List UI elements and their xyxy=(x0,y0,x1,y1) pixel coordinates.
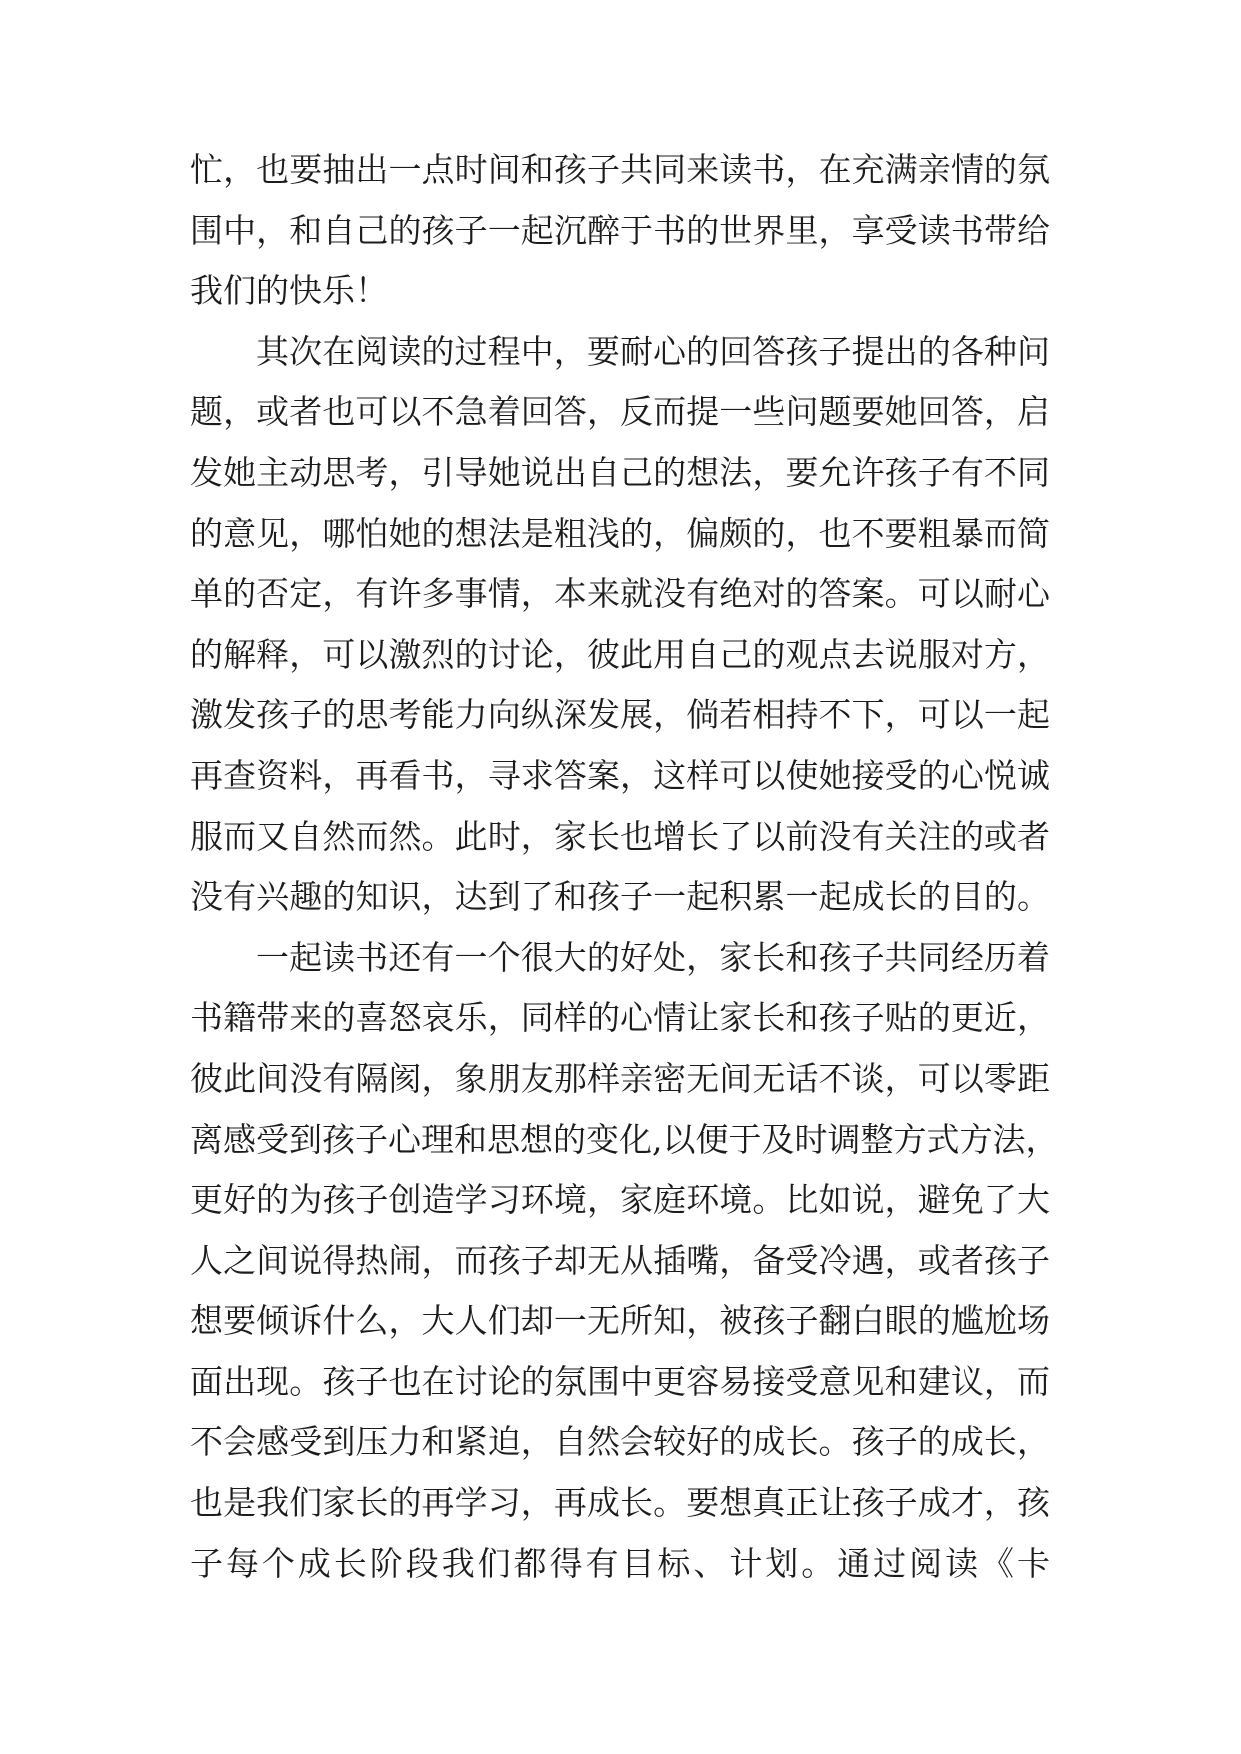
text-line: 单的否定，有许多事情，本来就没有绝对的答案。可以耐心 xyxy=(190,574,1050,614)
text-line: 离感受到孩子心理和思想的变化,以便于及时调整方式方法， xyxy=(190,1119,1059,1159)
text-line: 不会感受到压力和紧迫，自然会较好的成长。孩子的成长， xyxy=(190,1422,1050,1462)
text-line: 彼此间没有隔阂，象朋友那样亲密无间无话不谈，可以零距 xyxy=(190,1058,1050,1098)
text-line: 再查资料，再看书，寻求答案，这样可以使她接受的心悦诚 xyxy=(190,755,1050,795)
text-line: 激发孩子的思考能力向纵深发展，倘若相持不下，可以一起 xyxy=(190,695,1050,735)
text-line: 面出现。孩子也在讨论的氛围中更容易接受意见和建议，而 xyxy=(190,1361,1050,1401)
text-line: 也是我们家长的再学习，再成长。要想真正让孩子成才，孩 xyxy=(190,1483,1050,1523)
text-line: 的意见，哪怕她的想法是粗浅的，偏颇的，也不要粗暴而简 xyxy=(190,513,1050,553)
text-line: 我们的快乐！ xyxy=(190,271,388,311)
text-line: 子每个成长阶段我们都得有目标、计划。通过阅读《卡 xyxy=(190,1543,1050,1583)
text-line: 没有兴趣的知识，达到了和孩子一起积累一起成长的目的。 xyxy=(190,877,1050,917)
text-line: 题，或者也可以不急着回答，反而提一些问题要她回答，启 xyxy=(190,392,1050,432)
text-line: 更好的为孩子创造学习环境，家庭环境。比如说，避免了大 xyxy=(190,1180,1050,1220)
body-text xyxy=(190,140,1059,1594)
text-line: 围中，和自己的孩子一起沉醉于书的世界里，享受读书带给 xyxy=(190,210,1050,250)
text-line: 人之间说得热闹，而孩子却无从插嘴，备受冷遇，或者孩子 xyxy=(190,1240,1050,1280)
text-line: 想要倾诉什么，大人们却一无所知，被孩子翻白眼的尴尬场 xyxy=(190,1301,1050,1341)
text-line: 服而又自然而然。此时，家长也增长了以前没有关注的或者 xyxy=(190,816,1050,856)
text-line: 的解释，可以激烈的讨论，彼此用自己的观点去说服对方， xyxy=(190,634,1050,674)
text-line: 其次在阅读的过程中，要耐心的回答孩子提出的各种问 xyxy=(256,331,1050,371)
text-line: 发她主动思考，引导她说出自己的想法，要允许孩子有不同 xyxy=(190,452,1050,492)
text-line: 忙，也要抽出一点时间和孩子共同来读书，在充满亲情的氛 xyxy=(190,150,1050,189)
text-line: 一起读书还有一个很大的好处，家长和孩子共同经历着 xyxy=(256,937,1050,977)
text-line: 书籍带来的喜怒哀乐，同样的心情让家长和孩子贴的更近， xyxy=(190,998,1050,1038)
